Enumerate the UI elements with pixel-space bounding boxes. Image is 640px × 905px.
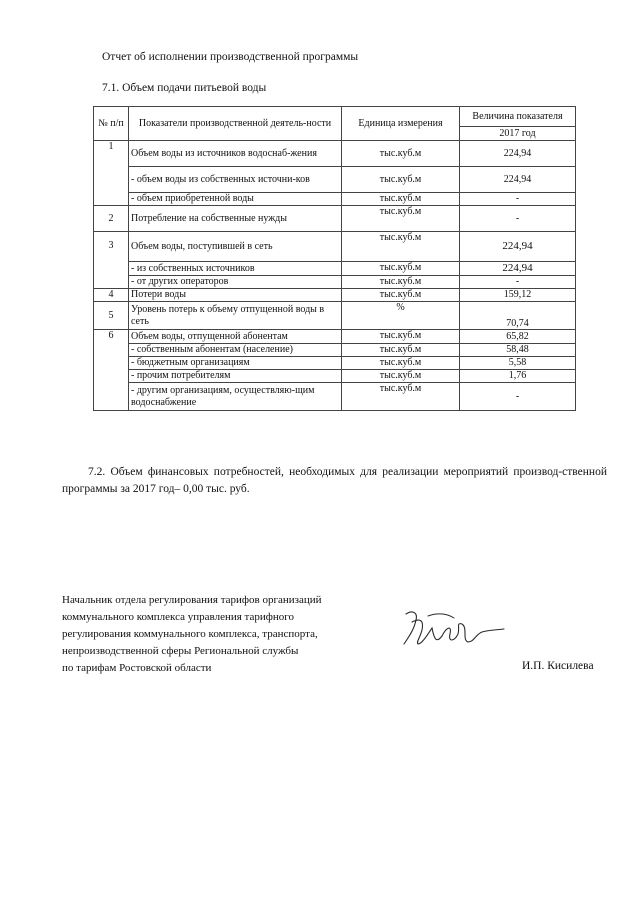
row-value: 224,94 [460,232,576,262]
row-value: 159,12 [460,289,576,302]
row-value: 70,74 [460,302,576,330]
row-number: 2 [94,206,129,232]
table-row [94,289,576,302]
row-indicator: Объем воды из источников водоснаб-жения [129,141,342,167]
row-number: 5 [94,302,129,330]
row-unit: тыс.куб.м [342,370,460,383]
table-row [94,193,576,206]
signer-position-line: коммунального комплекса управления тарифного [62,611,294,623]
row-unit: тыс.куб.м [342,357,460,370]
signer-position-line: по тарифам Ростовской области [62,662,212,674]
row-unit: тыс.куб.м [342,206,460,232]
table-row [94,206,576,232]
header-year: 2017 год [460,127,576,141]
row-unit: тыс.куб.м [342,330,460,344]
row-indicator: - собственным абонентам (население) [129,344,342,357]
signer-position-line: непроизводственной сферы Региональной службы [62,645,299,657]
row-indicator: Потери воды [129,289,342,302]
row-value: 1,76 [460,370,576,383]
row-indicator: - объем воды из собственных источни-ков [129,167,342,193]
signer-position-line: Начальник отдела регулирования тарифов организаций [62,594,322,606]
row-unit: тыс.куб.м [342,383,460,411]
row-unit: тыс.куб.м [342,262,460,276]
row-number: 6 [94,330,129,411]
row-unit: тыс.куб.м [342,141,460,167]
row-value: - [460,193,576,206]
table-row [94,330,576,344]
row-indicator: Потребление на собственные нужды [129,206,342,232]
table-row [94,302,576,330]
table-row [94,370,576,383]
row-indicator: - из собственных источников [129,262,342,276]
table-row [94,232,576,262]
row-value: - [460,206,576,232]
water-supply-table [93,106,576,411]
row-indicator: - бюджетным организациям [129,357,342,370]
row-value: - [460,383,576,411]
row-number: 1 [94,141,129,206]
row-unit: тыс.куб.м [342,276,460,289]
row-indicator: - прочим потребителям [129,370,342,383]
document-title: Отчет об исполнении производственной программы [102,51,359,63]
row-value: 224,94 [460,167,576,193]
row-value: 224,94 [460,262,576,276]
header-num: № п/п [94,107,129,141]
row-indicator: - от других операторов [129,276,342,289]
section-title: 7.1. Объем подачи питьевой воды [102,82,267,94]
finance-paragraph: 7.2. Объем финансовых потребностей, необходимых для реализации мероприятий производ-ственной программы за 2017 год– 0,00 тыс. руб. [62,466,607,495]
table-row [94,357,576,370]
row-indicator: Уровень потерь к объему отпущенной воды в сеть [129,302,342,330]
row-indicator: - другим организациям, осуществляю-щим водоснабжение [129,383,342,411]
row-unit: тыс.куб.м [342,193,460,206]
row-value: 58,48 [460,344,576,357]
row-value: 224,94 [460,141,576,167]
table-row [94,344,576,357]
row-number: 4 [94,289,129,302]
row-indicator: - объем приобретенной воды [129,193,342,206]
row-unit: тыс.куб.м [342,167,460,193]
row-indicator: Объем воды, поступившей в сеть [129,232,342,262]
header-indicator: Показатели производственной деятель-ности [129,107,342,141]
row-value: 5,58 [460,357,576,370]
table-row [94,262,576,276]
signer-position-line: регулирования коммунального комплекса, транспорта, [62,628,318,640]
row-value: 65,82 [460,330,576,344]
signer-name: И.П. Кисилева [522,660,594,672]
row-unit: тыс.куб.м [342,232,460,262]
row-unit: тыс.куб.м [342,289,460,302]
header-value: Величина показателя [460,107,576,127]
table-row [94,383,576,411]
header-unit: Единица измерения [342,107,460,141]
row-number: 3 [94,232,129,289]
row-unit: тыс.куб.м [342,344,460,357]
row-value: - [460,276,576,289]
handwritten-signature [398,600,510,656]
row-unit: % [342,302,460,330]
signer-position [62,592,322,677]
table-row [94,276,576,289]
row-indicator: Объем воды, отпущенной абонентам [129,330,342,344]
table-row [94,141,576,167]
table-row [94,167,576,193]
